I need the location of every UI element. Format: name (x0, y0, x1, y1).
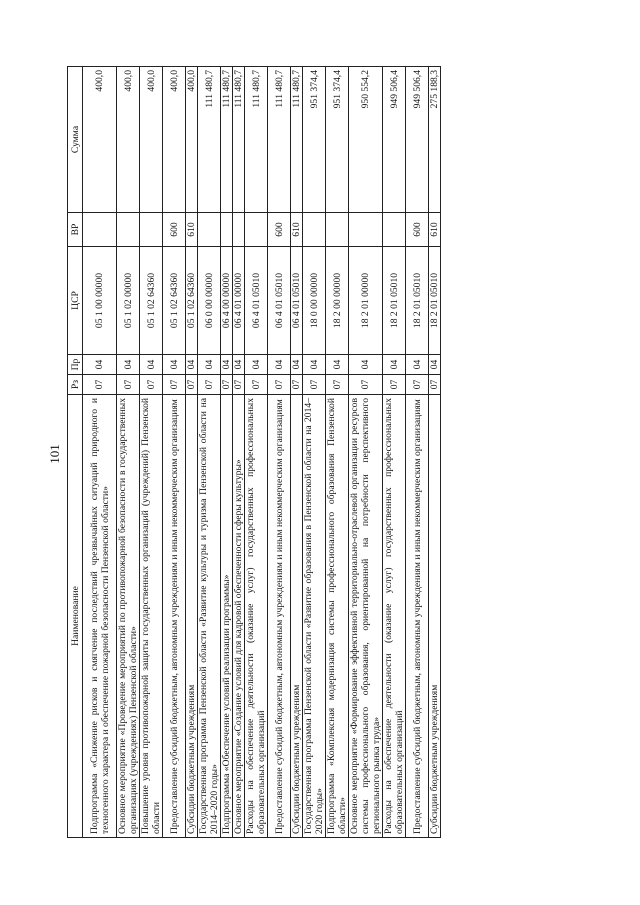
row-csr: 18 2 01 05010 (406, 247, 429, 355)
row-pr: 04 (198, 355, 221, 375)
row-vr (326, 213, 349, 247)
row-rz: 07 (198, 375, 221, 395)
header-sum: Сумма (68, 67, 83, 213)
row-sum: 949 506,4 (383, 67, 406, 213)
row-rz: 07 (349, 375, 383, 395)
row-name: Субсидии бюджетным учреждениям (186, 395, 198, 838)
row-sum: 111 480,7 (233, 67, 245, 213)
row-csr: 05 1 00 00000 (83, 247, 117, 355)
row-pr: 04 (117, 355, 140, 375)
header-pr: Пр (68, 355, 83, 375)
row-pr: 04 (163, 355, 186, 375)
row-name: Основное мероприятие «Формирование эффективной территориально-отраслевой организации ресурсов системы профессионального образования, ориентированной на потребности перспективного регионального рынка труда» (349, 395, 383, 838)
row-vr (349, 213, 383, 247)
row-sum: 400,0 (117, 67, 140, 213)
header-vr: ВР (68, 213, 83, 247)
row-csr: 06 0 00 00000 (198, 247, 221, 355)
row-csr: 05 1 02 64360 (140, 247, 163, 355)
table-row (186, 67, 198, 838)
row-name: Расходы на обеспечение деятельности (оказание услуг) государственных профессиональных образовательных организаций (383, 395, 406, 838)
row-name: Основное мероприятие «Проведение мероприятий по противопожарной безопасности в государственных организациях (учреждениях) Пензенской области» (117, 395, 140, 838)
row-name: Субсидии бюджетным учреждениям (429, 395, 441, 838)
row-sum: 950 554,2 (349, 67, 383, 213)
row-pr: 04 (233, 355, 245, 375)
row-sum: 111 480,7 (245, 67, 268, 213)
row-vr (383, 213, 406, 247)
row-name: Подпрограмма «Обеспечение условий реализации программы» (221, 395, 233, 838)
row-vr (117, 213, 140, 247)
row-vr (140, 213, 163, 247)
table-row (83, 67, 117, 838)
row-sum: 400,0 (163, 67, 186, 213)
table-row (383, 67, 406, 838)
page-number: 101 (47, 444, 62, 464)
table-row (268, 67, 291, 838)
table-header-row (68, 67, 83, 838)
row-rz: 07 (245, 375, 268, 395)
row-csr: 06 4 01 00000 (233, 247, 245, 355)
row-csr: 05 1 02 00000 (117, 247, 140, 355)
row-name: Предоставление субсидий бюджетным, автономным учреждениям и иным некоммерческим организациям (406, 395, 429, 838)
row-rz: 07 (233, 375, 245, 395)
row-rz: 07 (163, 375, 186, 395)
row-vr: 600 (163, 213, 186, 247)
row-rz: 07 (429, 375, 441, 395)
row-rz: 07 (221, 375, 233, 395)
table-row (163, 67, 186, 838)
row-vr: 610 (291, 213, 303, 247)
row-pr: 04 (303, 355, 326, 375)
row-sum: 400,0 (140, 67, 163, 213)
row-sum: 949 506,4 (406, 67, 429, 213)
row-vr (233, 213, 245, 247)
row-pr: 04 (291, 355, 303, 375)
header-name: Наименование (68, 395, 83, 838)
row-rz: 07 (326, 375, 349, 395)
row-pr: 04 (349, 355, 383, 375)
row-rz: 07 (291, 375, 303, 395)
table-row (429, 67, 441, 838)
row-csr: 06 4 00 00000 (221, 247, 233, 355)
row-pr: 04 (406, 355, 429, 375)
row-sum: 111 480,7 (198, 67, 221, 213)
row-name: Государственная программа Пензенской области «Развитие культуры и туризма Пензенской области на 2014–2020 годы» (198, 395, 221, 838)
row-rz: 07 (268, 375, 291, 395)
header-rz: Рз (68, 375, 83, 395)
header-csr: ЦСР (68, 247, 83, 355)
row-vr: 600 (406, 213, 429, 247)
row-name: Государственная программа Пензенской области «Развитие образования в Пензенской области на 2014–2020 годы» (303, 395, 326, 838)
row-csr: 05 1 02 64360 (163, 247, 186, 355)
row-sum: 951 374,4 (326, 67, 349, 213)
row-csr: 18 0 00 00000 (303, 247, 326, 355)
row-pr: 04 (83, 355, 117, 375)
row-name: Предоставление субсидий бюджетным, автономным учреждениям и иным некоммерческим организациям (163, 395, 186, 838)
table-row (406, 67, 429, 838)
row-pr: 04 (383, 355, 406, 375)
row-csr: 18 2 00 00000 (326, 247, 349, 355)
row-pr: 04 (140, 355, 163, 375)
row-sum: 275 188,3 (429, 67, 441, 213)
row-vr: 610 (429, 213, 441, 247)
row-pr: 04 (221, 355, 233, 375)
row-vr (83, 213, 117, 247)
row-name: Расходы на обеспечение деятельности (оказание услуг) государственных профессиональных образовательных организаций (245, 395, 268, 838)
table-row (221, 67, 233, 838)
row-pr: 04 (268, 355, 291, 375)
table-row (198, 67, 221, 838)
table-row (117, 67, 140, 838)
row-rz: 07 (186, 375, 198, 395)
row-rz: 07 (383, 375, 406, 395)
row-vr (303, 213, 326, 247)
row-sum: 111 480,7 (221, 67, 233, 213)
row-csr: 06 4 01 05010 (245, 247, 268, 355)
row-name: Основное мероприятие «Создание условий для кадровой обеспеченности сферы культуры» (233, 395, 245, 838)
row-rz: 07 (140, 375, 163, 395)
row-csr: 18 2 01 05010 (383, 247, 406, 355)
row-rz: 07 (117, 375, 140, 395)
row-pr: 04 (245, 355, 268, 375)
row-sum: 111 480,7 (268, 67, 291, 213)
row-sum: 951 374,4 (303, 67, 326, 213)
row-name: Подпрограмма «Комплексная модернизация системы профессионального образования Пензенской области» (326, 395, 349, 838)
table-row (233, 67, 245, 838)
row-rz: 07 (83, 375, 117, 395)
row-pr: 04 (186, 355, 198, 375)
row-pr: 04 (429, 355, 441, 375)
row-csr: 06 4 01 05010 (291, 247, 303, 355)
table-row (326, 67, 349, 838)
row-vr: 600 (268, 213, 291, 247)
row-pr: 04 (326, 355, 349, 375)
row-name: Подпрограмма «Снижение рисков и смягчение последствий чрезвычайных ситуаций природного и техногенного характера и обеспечение пожарной безопасности Пензенской области» (83, 395, 117, 838)
row-sum: 111 480,7 (291, 67, 303, 213)
row-vr (221, 213, 233, 247)
row-vr (245, 213, 268, 247)
row-rz: 07 (406, 375, 429, 395)
row-csr: 18 2 01 05010 (429, 247, 441, 355)
row-csr: 18 2 01 00000 (349, 247, 383, 355)
row-name: Предоставление субсидий бюджетным, автономным учреждениям и иным некоммерческим организациям (268, 395, 291, 838)
table-row (349, 67, 383, 838)
row-csr: 06 4 01 05010 (268, 247, 291, 355)
table-row (303, 67, 326, 838)
row-sum: 400,0 (186, 67, 198, 213)
budget-table (67, 66, 441, 838)
row-name: Субсидии бюджетным учреждениям (291, 395, 303, 838)
row-sum: 400,0 (83, 67, 117, 213)
row-name: Повышение уровня противопожарной защиты государственных организаций (учреждений) Пензенской области (140, 395, 163, 838)
table-row (140, 67, 163, 838)
row-vr (198, 213, 221, 247)
table-row (291, 67, 303, 838)
rotated-page-content (67, 67, 583, 838)
row-csr: 05 1 02 64360 (186, 247, 198, 355)
table-row (245, 67, 268, 838)
row-vr: 610 (186, 213, 198, 247)
row-rz: 07 (303, 375, 326, 395)
